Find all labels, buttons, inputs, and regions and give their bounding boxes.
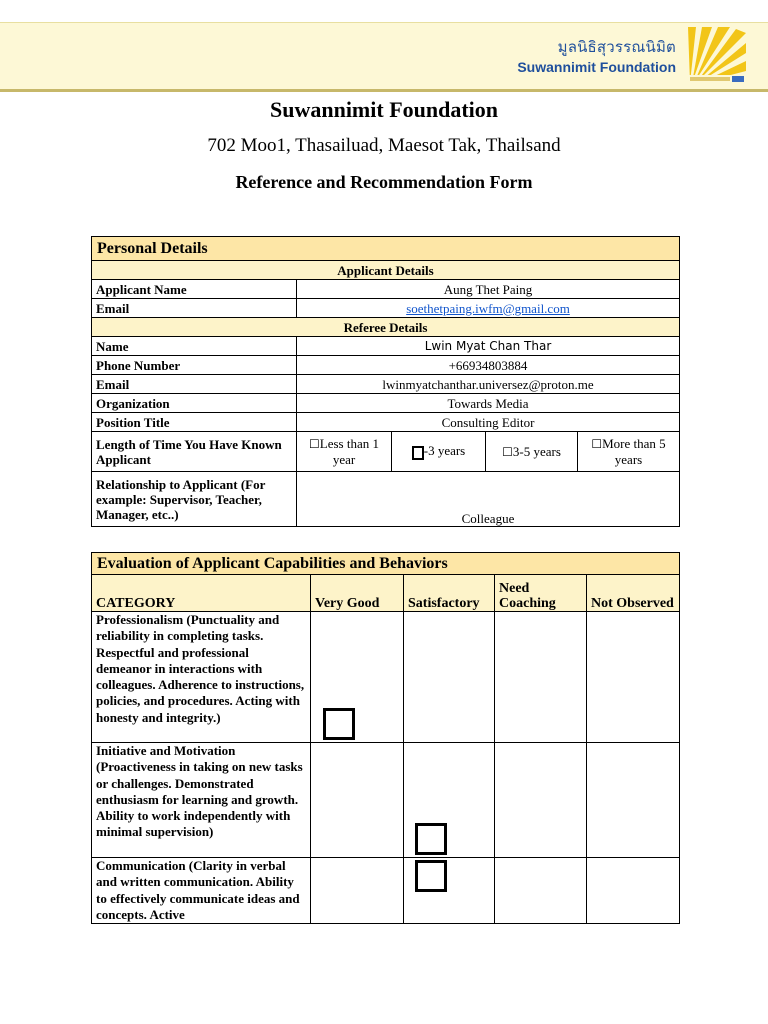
foundation-thai-name: มูลนิธิสุวรรณนิมิต	[557, 38, 676, 56]
length-option-more-than-5[interactable]: ☐More than 5 years	[578, 432, 680, 472]
applicant-details-subheading: Applicant Details	[92, 261, 680, 280]
evaluation-table	[91, 552, 680, 924]
category-professionalism: Professionalism (Punctuality and reliability in completing tasks. Respectful and professional demeanor in interactions with colleagues. Adherence to instructions, policies, and procedures. Acting with honesty and integrity.)	[92, 612, 311, 743]
form-title: Reference and Recommendation Form	[235, 172, 533, 192]
length-option-less-than-1[interactable]: ☐Less than 1 year	[297, 432, 392, 472]
referee-name-label: Name	[92, 337, 297, 356]
organization-value: Towards Media	[297, 394, 680, 413]
position-label: Position Title	[92, 413, 297, 432]
checkbox-icon	[412, 446, 424, 460]
rating-checkbox[interactable]	[415, 860, 447, 892]
referee-name-value: Lwin Myat Chan Thar	[297, 337, 680, 356]
applicant-name-label: Applicant Name	[92, 280, 297, 299]
phone-value: +66934803884	[297, 356, 680, 375]
column-need-coaching: Need Coaching	[495, 575, 587, 612]
rating-cell[interactable]	[587, 858, 680, 924]
column-satisfactory: Satisfactory	[404, 575, 495, 612]
table-row	[92, 743, 680, 858]
personal-details-heading: Personal Details	[92, 237, 680, 261]
referee-email-label: Email	[92, 375, 297, 394]
foundation-english-name: Suwannimit Foundation	[517, 59, 676, 75]
rating-cell[interactable]	[495, 612, 587, 743]
rating-cell[interactable]	[404, 743, 495, 858]
rating-cell[interactable]	[311, 612, 404, 743]
relationship-label: Relationship to Applicant (For example: Supervisor, Teacher, Manager, etc..)	[92, 472, 297, 527]
table-row	[92, 612, 680, 743]
rating-checkbox[interactable]	[323, 708, 355, 740]
length-option-3-5[interactable]: ☐3-5 years	[486, 432, 578, 472]
checkbox-icon: ☐	[309, 437, 320, 451]
rating-cell[interactable]	[495, 858, 587, 924]
referee-email-value: lwinmyatchanthar.universez@proton.me	[297, 375, 680, 394]
rating-cell[interactable]	[311, 858, 404, 924]
applicant-email-link[interactable]: soethetpaing.iwfm@gmail.com	[406, 300, 570, 316]
relationship-value: Colleague	[297, 472, 680, 527]
document-address: 702 Moo1, Thasailuad, Maesot Tak, Thailsand	[207, 135, 561, 156]
phone-label: Phone Number	[92, 356, 297, 375]
category-communication: Communication (Clarity in verbal and written communication. Ability to effectively communicate ideas and concepts. Active	[92, 858, 311, 924]
length-option-1-3[interactable]: -3 years	[392, 432, 486, 472]
table-row	[92, 858, 680, 924]
rating-cell[interactable]	[587, 743, 680, 858]
organization-label: Organization	[92, 394, 297, 413]
sunburst-logo-icon	[688, 27, 746, 85]
evaluation-heading: Evaluation of Applicant Capabilities and Behaviors	[92, 553, 680, 575]
rating-cell[interactable]	[587, 612, 680, 743]
rating-cell[interactable]	[495, 743, 587, 858]
checkbox-icon: ☐	[591, 437, 603, 451]
position-value: Consulting Editor	[297, 413, 680, 432]
applicant-email-label: Email	[92, 299, 297, 318]
document-title: Suwannimit Foundation	[269, 97, 499, 122]
referee-details-subheading: Referee Details	[92, 318, 680, 337]
rating-cell[interactable]	[404, 612, 495, 743]
column-very-good: Very Good	[311, 575, 404, 612]
header-band	[0, 22, 768, 92]
column-not-observed: Not Observed	[587, 575, 680, 612]
applicant-name-value: Aung Thet Paing	[297, 280, 680, 299]
category-initiative: Initiative and Motivation (Proactiveness in taking on new tasks or challenges. Demonstrated enthusiasm for learning and growth. Ability to work independently with minimal supervision)	[92, 743, 311, 858]
length-label: Length of Time You Have Known Applicant	[92, 432, 297, 472]
checkbox-icon: ☐	[502, 444, 513, 459]
column-category: CATEGORY	[92, 575, 311, 612]
rating-cell[interactable]	[311, 743, 404, 858]
rating-cell[interactable]	[404, 858, 495, 924]
personal-details-table	[91, 236, 680, 527]
rating-checkbox[interactable]	[415, 823, 447, 855]
